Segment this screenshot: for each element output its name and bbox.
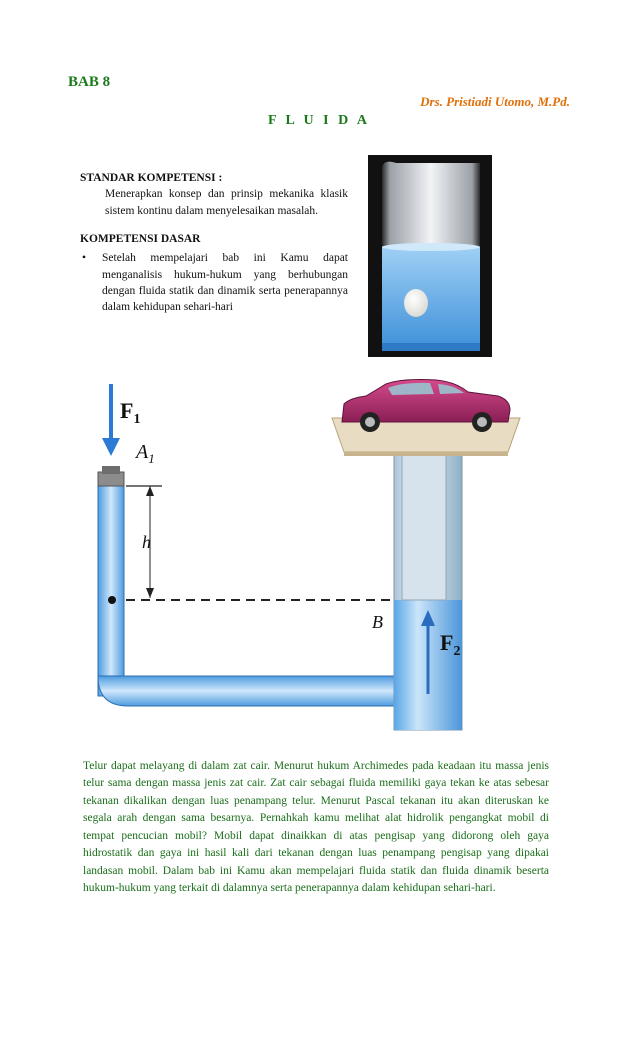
bullet-icon: • bbox=[82, 252, 87, 265]
list-item bbox=[80, 250, 348, 315]
beaker-egg-image bbox=[368, 155, 492, 357]
chapter-label: BAB 8 bbox=[68, 74, 111, 90]
basic-item-text: Setelah mempelajari bab ini Kamu dapat menganalisis hukum-hukum yang berhubungan dengan fluida statik dan dinamik serta penerapannya dalam kehidupan sehari-hari bbox=[102, 252, 348, 314]
h-label: h bbox=[142, 532, 151, 552]
author-name: Drs. Pristiadi Utomo, M.Pd. bbox=[420, 94, 570, 109]
page-title: F L U I D A bbox=[267, 113, 371, 128]
a1-label: $A_1$ bbox=[136, 441, 155, 466]
hydraulic-press-image bbox=[90, 376, 550, 736]
competency-box bbox=[80, 170, 348, 316]
egg-icon bbox=[404, 289, 428, 317]
standard-heading: STANDAR KOMPETENSI : bbox=[80, 172, 223, 184]
standard-text: Menerapkan konsep dan prinsip mekanika klasik sistem kontinu dalam menyelesaikan masalah. bbox=[105, 188, 348, 217]
b-label: B bbox=[372, 612, 383, 632]
body-paragraph: Telur dapat melayang di dalam zat cair. Menurut hukum Archimedes pada keadaan itu massa jenis telur sama dengan massa jenis zat cair. Zat cair sebagai fluida memiliki gaya tekan ke atas sebesar tekanan dikalikan dengan luas penampang telur. Menurut Pascal tekanan itu akan diteruskan ke segala arah dengan sama besarnya. Pernahkah kamu melihat alat hidrolik pengangkat mobil di tempat pencucian mobil? Mobil dapat dinaikkan di atas pengisap yang didorong oleh gaya hidrostatik dan gaya ini hasil kali dari tekanan dengan luas penampang pengisap yang dipakai landasan mobil. Dalam bab ini Kamu akan mempelajari fluida statik dan fluida dinamik beserta hukum-hukum yang terkait di dalamnya serta penerapannya dalam kehidupan sehari-hari. bbox=[83, 760, 549, 895]
f2-label: $F_2$ bbox=[440, 630, 461, 659]
basic-heading: KOMPETENSI DASAR bbox=[80, 232, 201, 245]
f1-label: $F_1$ bbox=[120, 398, 141, 427]
